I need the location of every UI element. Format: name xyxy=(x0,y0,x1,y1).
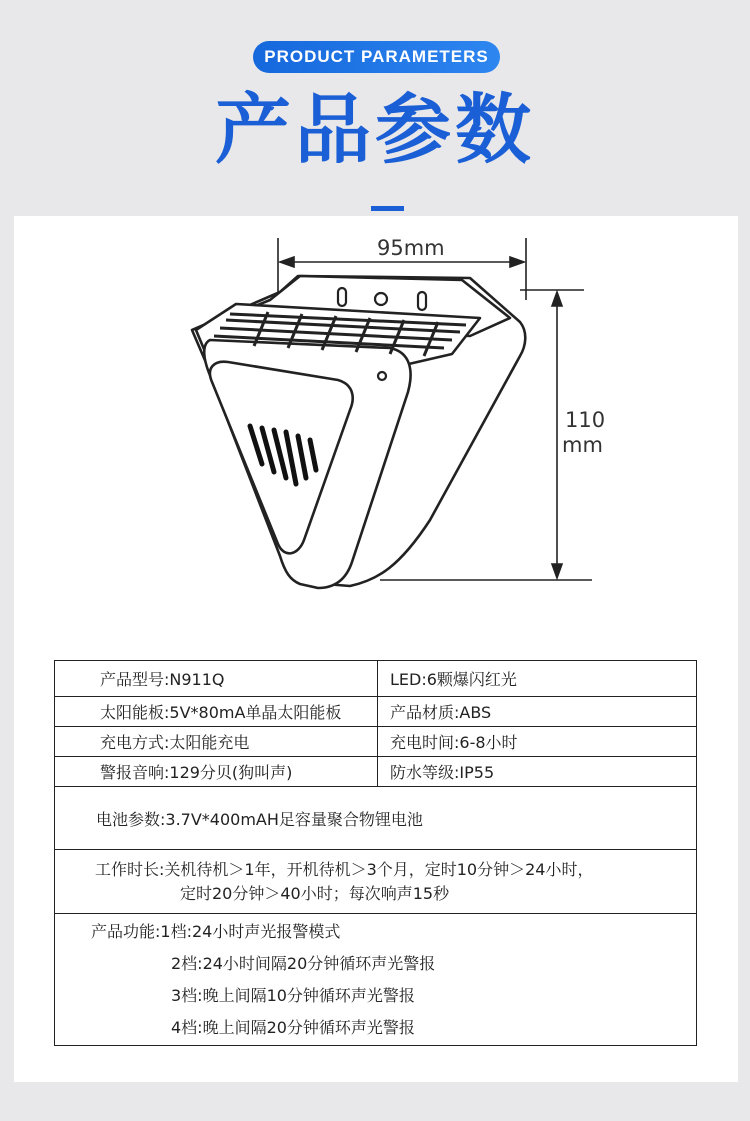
parameters-table xyxy=(54,660,697,1046)
table-cell xyxy=(55,787,697,850)
table-cell xyxy=(378,697,697,727)
charging-time-text: 充电时间:6-8小时 xyxy=(390,733,518,752)
function-line-3: 3档:晚上间隔10分钟循环声光警报 xyxy=(171,985,415,1005)
function-line-4: 4档:晚上间隔20分钟循环声光警报 xyxy=(171,1017,415,1037)
page-title: 产品参数 xyxy=(215,85,535,174)
model-text: 产品型号:N911Q xyxy=(100,670,225,689)
table-row xyxy=(55,661,697,697)
charging-method-text: 充电方式:太阳能充电 xyxy=(100,733,250,752)
table-cell xyxy=(55,914,697,1046)
table-cell xyxy=(378,727,697,757)
table-row xyxy=(55,850,697,914)
width-label: 95mm xyxy=(377,236,445,260)
table-cell xyxy=(55,850,697,914)
table-row xyxy=(55,914,697,1046)
table-cell xyxy=(378,661,697,697)
table-cell xyxy=(55,661,378,697)
waterproof-text: 防水等级:IP55 xyxy=(390,763,495,782)
table-row xyxy=(55,757,697,787)
height-label-unit: mm xyxy=(562,433,603,457)
product-parameters-badge: PRODUCT PARAMETERS xyxy=(253,41,500,73)
alarm-device-drawing xyxy=(192,276,525,588)
alarm-volume-text: 警报音响:129分贝(狗叫声) xyxy=(100,763,293,782)
material-text: 产品材质:ABS xyxy=(390,703,492,722)
work-time-line-1: 工作时长:关机待机＞1年，开机待机＞3个月，定时10分钟＞24小时， xyxy=(95,859,594,879)
table-cell xyxy=(55,757,378,787)
height-label-value: 110 xyxy=(565,408,606,432)
work-time-line-2: 定时20分钟＞40小时；每次响声15秒 xyxy=(180,883,450,903)
table-cell xyxy=(378,757,697,787)
table-row xyxy=(55,787,697,850)
table-row xyxy=(55,697,697,727)
function-line-1: 产品功能:1档:24小时声光报警模式 xyxy=(91,921,341,941)
table-cell xyxy=(55,697,378,727)
battery-text: 电池参数:3.7V*400mAH足容量聚合物锂电池 xyxy=(96,809,423,829)
table-row xyxy=(55,727,697,757)
led-text: LED:6颗爆闪红光 xyxy=(390,670,517,689)
table-cell xyxy=(55,727,378,757)
function-line-2: 2档:24小时间隔20分钟循环声光警报 xyxy=(171,953,436,973)
solar-panel-text: 太阳能板:5V*80mA单晶太阳能板 xyxy=(100,703,342,722)
